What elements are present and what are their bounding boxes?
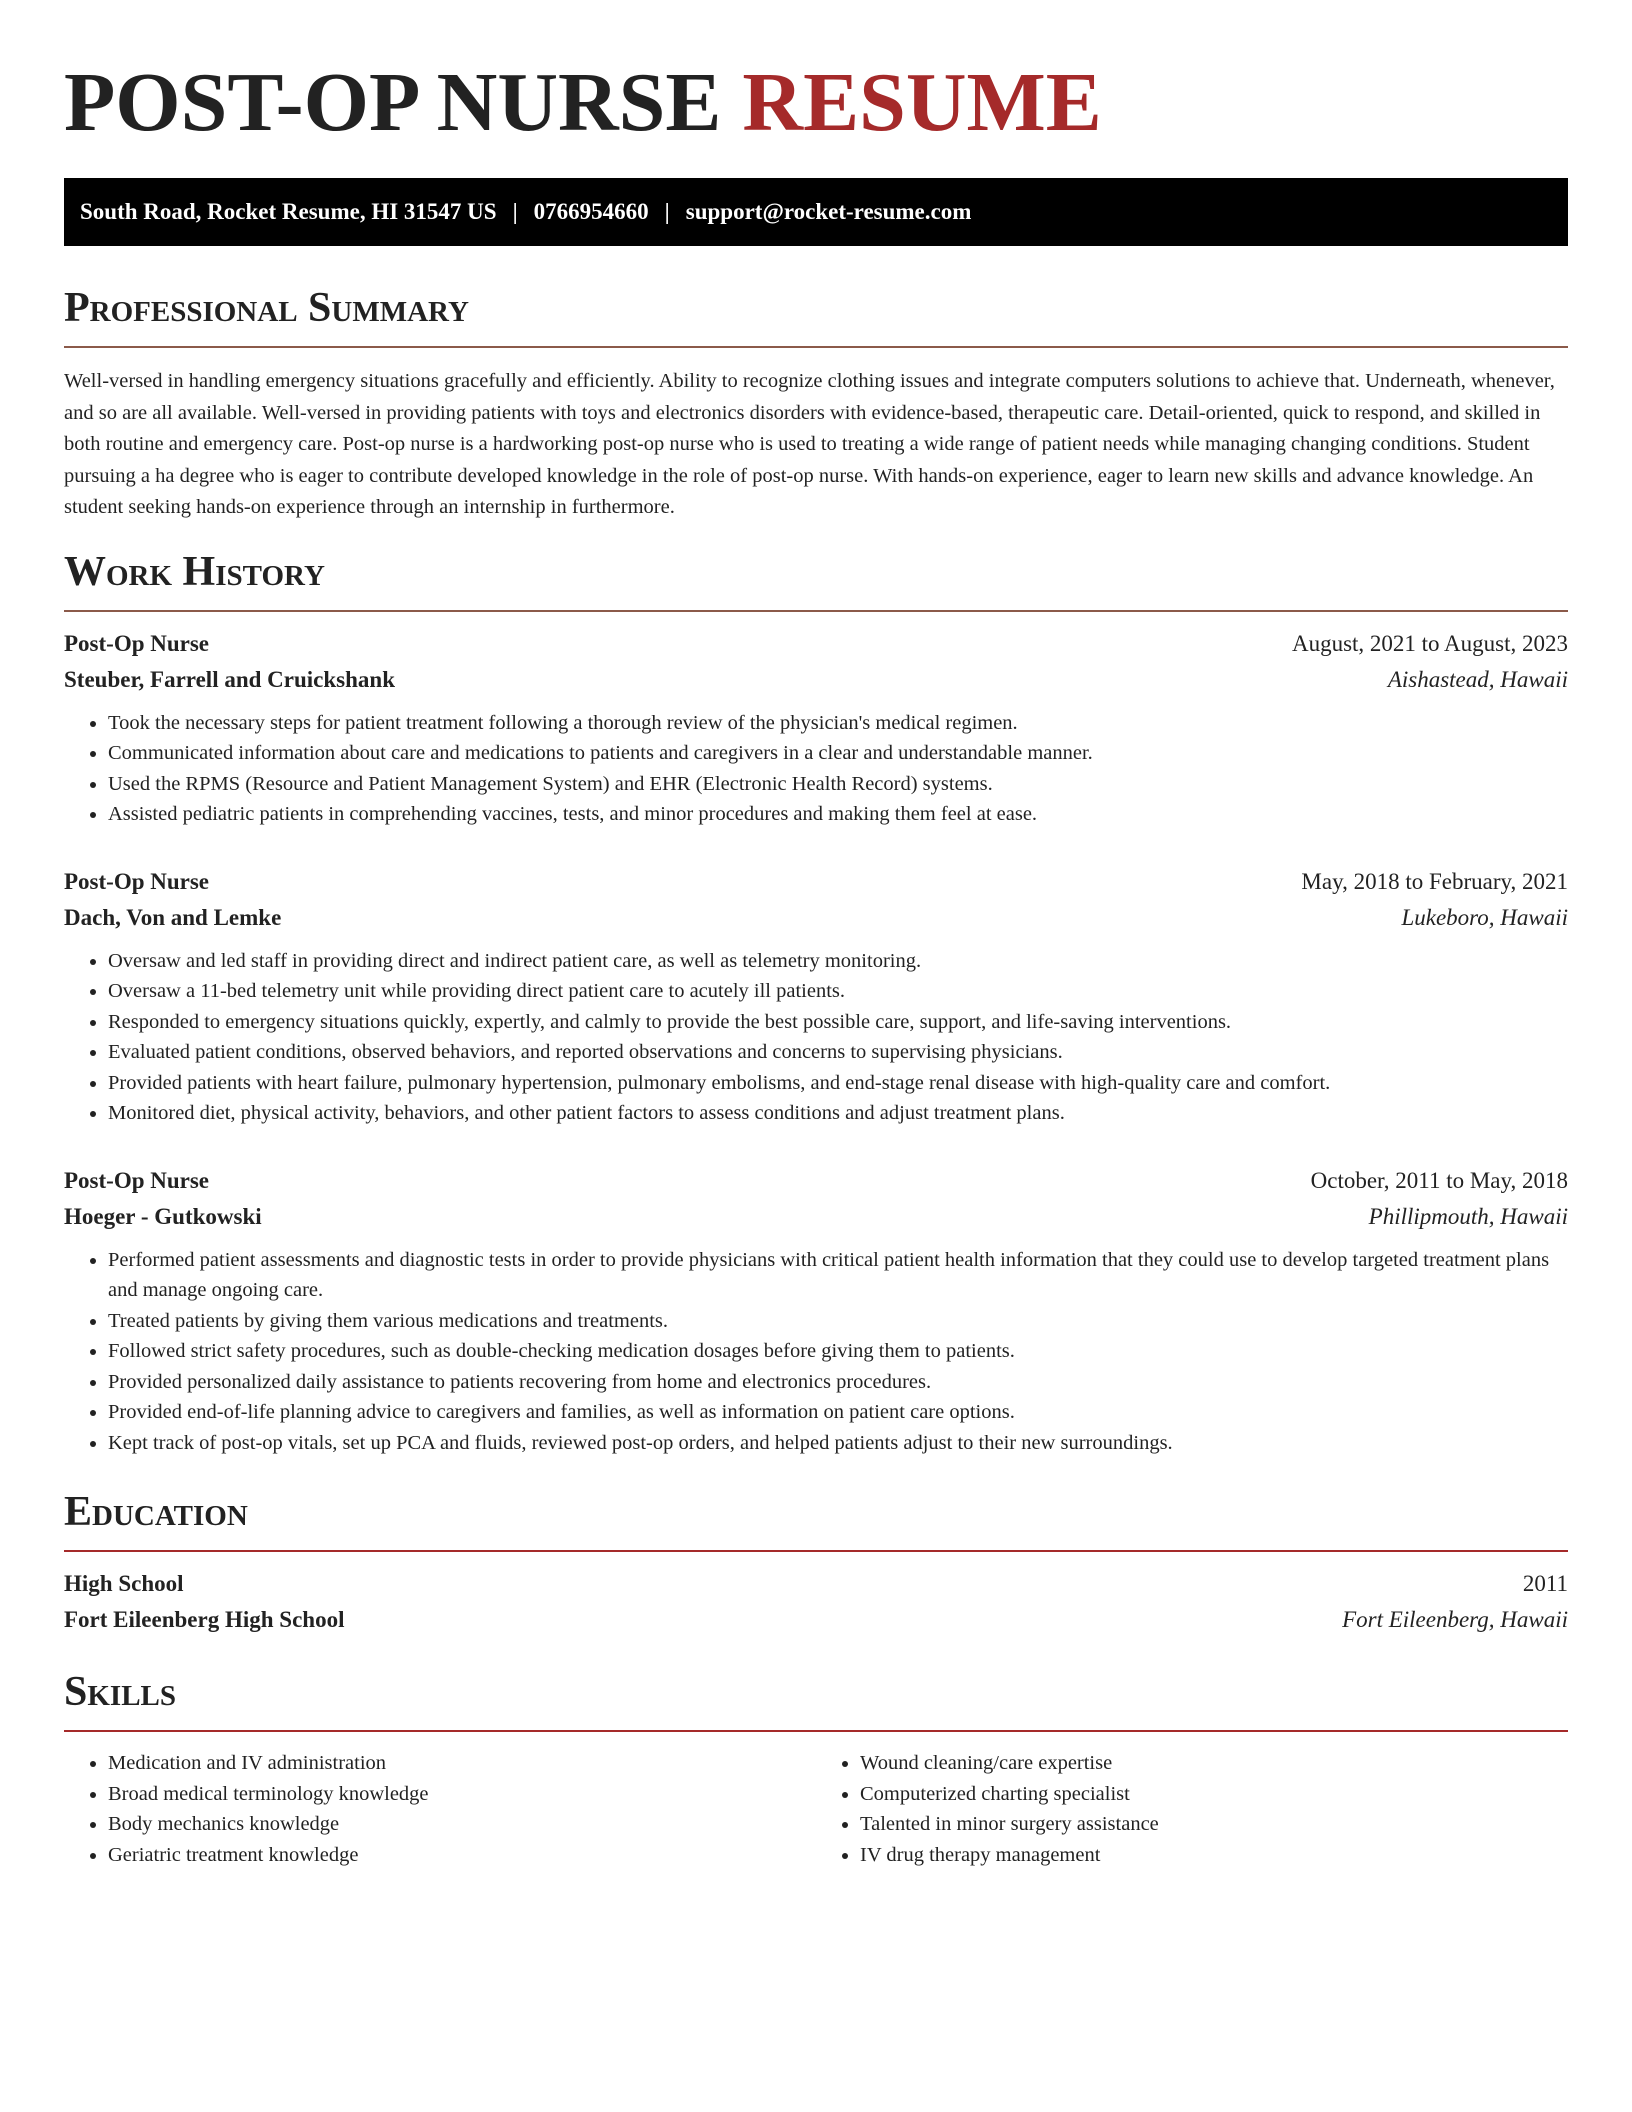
job-bullets xyxy=(64,1245,1568,1459)
job-title: Post-Op Nurse xyxy=(64,1167,210,1193)
list-item: • Provided patients with heart failure, pulmonary hypertension, pulmonary embolisms, and end-stage renal disease with high-quality care and comfort. xyxy=(108,1068,1568,1099)
contact-bar xyxy=(64,178,1568,246)
list-item: • Computerized charting specialist xyxy=(860,1779,1568,1810)
education-year: 2011 xyxy=(1522,1571,1568,1596)
job-entry xyxy=(64,1163,1568,1459)
job-bullets xyxy=(64,946,1568,1129)
job-title: Post-Op Nurse xyxy=(64,630,210,656)
list-item: • Performed patient assessments and diagnostic tests in order to provide physicians with critical patient health information that they could use to develop targeted treatment plans and manage ongoing care. xyxy=(108,1245,1568,1306)
job-company-row xyxy=(64,900,1568,936)
section-divider xyxy=(64,1550,1568,1552)
list-item: • Oversaw a 11-bed telemetry unit while providing direct patient care to acutely ill patients. xyxy=(108,976,1568,1007)
education-degree: High School xyxy=(64,1571,184,1596)
contact-phone: 0766954660 xyxy=(533,199,649,224)
list-item: • Wound cleaning/care expertise xyxy=(860,1748,1568,1779)
list-item: • Provided end-of-life planning advice to caregivers and families, as well as information on patient care options. xyxy=(108,1397,1568,1428)
work-history-heading: Work History xyxy=(64,548,325,595)
section-divider xyxy=(64,610,1568,612)
summary-section xyxy=(64,282,1568,524)
education-section xyxy=(64,1486,1568,1638)
work-history-section xyxy=(64,546,1568,1459)
skills-heading: Skills xyxy=(64,1669,177,1715)
list-item: • IV drug therapy management xyxy=(860,1840,1568,1871)
list-item: • Communicated information about care and medications to patients and caregivers in a clear and understandable manner. xyxy=(108,738,1568,769)
title-accent: RESUME xyxy=(742,56,1102,149)
list-item: • Used the RPMS (Resource and Patient Management System) and EHR (Electronic Health Record) systems. xyxy=(108,769,1568,800)
list-item: • Took the necessary steps for patient treatment following a thorough review of the physician's medical regimen. xyxy=(108,708,1568,739)
job-location: Aishastead, Hawaii xyxy=(1387,666,1568,692)
job-location: Lukeboro, Hawaii xyxy=(1401,904,1568,930)
list-item: • Oversaw and led staff in providing direct and indirect patient care, as well as telemetry monitoring. xyxy=(108,946,1568,977)
job-bullets xyxy=(64,708,1568,830)
job-header-row xyxy=(64,864,1568,900)
title-main: POST-OP NURSE xyxy=(64,56,743,149)
skills-grid xyxy=(64,1748,1568,1870)
job-header-row xyxy=(64,626,1568,662)
summary-text: Well-versed in handling emergency situations gracefully and efficiently. Ability to recognize clothing issues and integrate computers solutions to achieve that. Underneath, whenever, and so are all available. Well-versed in providing patients with toys and electronics disorders with evidence-based, therapeutic care. Detail-oriented, quick to respond, and skilled in both routine and emergency care. Post-op nurse is a hardworking post-op nurse who is used to treating a wide range of patient needs while managing changing conditions. Student pursuing a ha degree who is eager to contribute developed knowledge in the role of post-op nurse. With hands-on experience, eager to learn new skills and advance knowledge. An student seeking hands-on experience through an internship in furthermore. xyxy=(64,370,1555,518)
list-item: • Responded to emergency situations quickly, expertly, and calmly to provide the best possible care, support, and life-saving interventions. xyxy=(108,1007,1568,1038)
list-item: • Broad medical terminology knowledge xyxy=(108,1779,816,1810)
contact-separator: | xyxy=(664,199,670,224)
job-entry xyxy=(64,626,1568,830)
job-entry xyxy=(64,864,1568,1129)
resume-title xyxy=(64,50,1568,155)
education-degree-row xyxy=(64,1566,1568,1602)
job-dates: May, 2018 to February, 2021 xyxy=(1301,868,1568,894)
job-dates: August, 2021 to August, 2023 xyxy=(1291,630,1568,656)
contact-email: support@rocket-resume.com xyxy=(685,199,972,224)
summary-heading: Professional Summary xyxy=(64,285,469,331)
job-company: Hoeger - Gutkowski xyxy=(64,1203,262,1229)
list-item: • Provided personalized daily assistance to patients recovering from home and electronics procedures. xyxy=(108,1367,1568,1398)
list-item: • Assisted pediatric patients in comprehending vaccines, tests, and minor procedures and making them feel at ease. xyxy=(108,799,1568,830)
list-item: • Monitored diet, physical activity, behaviors, and other patient factors to assess conditions and adjust treatment plans. xyxy=(108,1098,1568,1129)
list-item: • Body mechanics knowledge xyxy=(108,1809,816,1840)
section-divider xyxy=(64,1730,1568,1732)
skills-list-right xyxy=(816,1748,1568,1870)
education-location: Fort Eileenberg, Hawaii xyxy=(1342,1607,1568,1632)
education-school: Fort Eileenberg High School xyxy=(64,1607,345,1632)
list-item: • Kept track of post-op vitals, set up PCA and fluids, reviewed post-op orders, and helped patients adjust to their new surroundings. xyxy=(108,1428,1568,1459)
job-title: Post-Op Nurse xyxy=(64,868,210,894)
skills-list-left xyxy=(64,1748,816,1870)
education-heading: Education xyxy=(64,1489,248,1535)
job-location: Phillipmouth, Hawaii xyxy=(1368,1203,1568,1229)
skills-section xyxy=(64,1666,1568,1870)
job-company-row xyxy=(64,1199,1568,1235)
job-header-row xyxy=(64,1163,1568,1199)
job-dates: October, 2011 to May, 2018 xyxy=(1310,1167,1568,1193)
list-item: • Medication and IV administration xyxy=(108,1748,816,1779)
list-item: • Evaluated patient conditions, observed behaviors, and reported observations and concerns to supervising physicians. xyxy=(108,1037,1568,1068)
list-item: • Geriatric treatment knowledge xyxy=(108,1840,816,1871)
job-company: Steuber, Farrell and Cruickshank xyxy=(64,666,395,692)
job-company-row xyxy=(64,662,1568,698)
contact-separator: | xyxy=(512,199,518,224)
list-item: • Talented in minor surgery assistance xyxy=(860,1809,1568,1840)
list-item: • Treated patients by giving them various medications and treatments. xyxy=(108,1306,1568,1337)
list-item: • Followed strict safety procedures, such as double-checking medication dosages before giving them to patients. xyxy=(108,1336,1568,1367)
section-divider xyxy=(64,346,1568,348)
education-school-row xyxy=(64,1602,1568,1638)
contact-address: South Road, Rocket Resume, HI 31547 US xyxy=(80,199,497,224)
education-entry xyxy=(64,1566,1568,1638)
job-company: Dach, Von and Lemke xyxy=(64,904,282,930)
